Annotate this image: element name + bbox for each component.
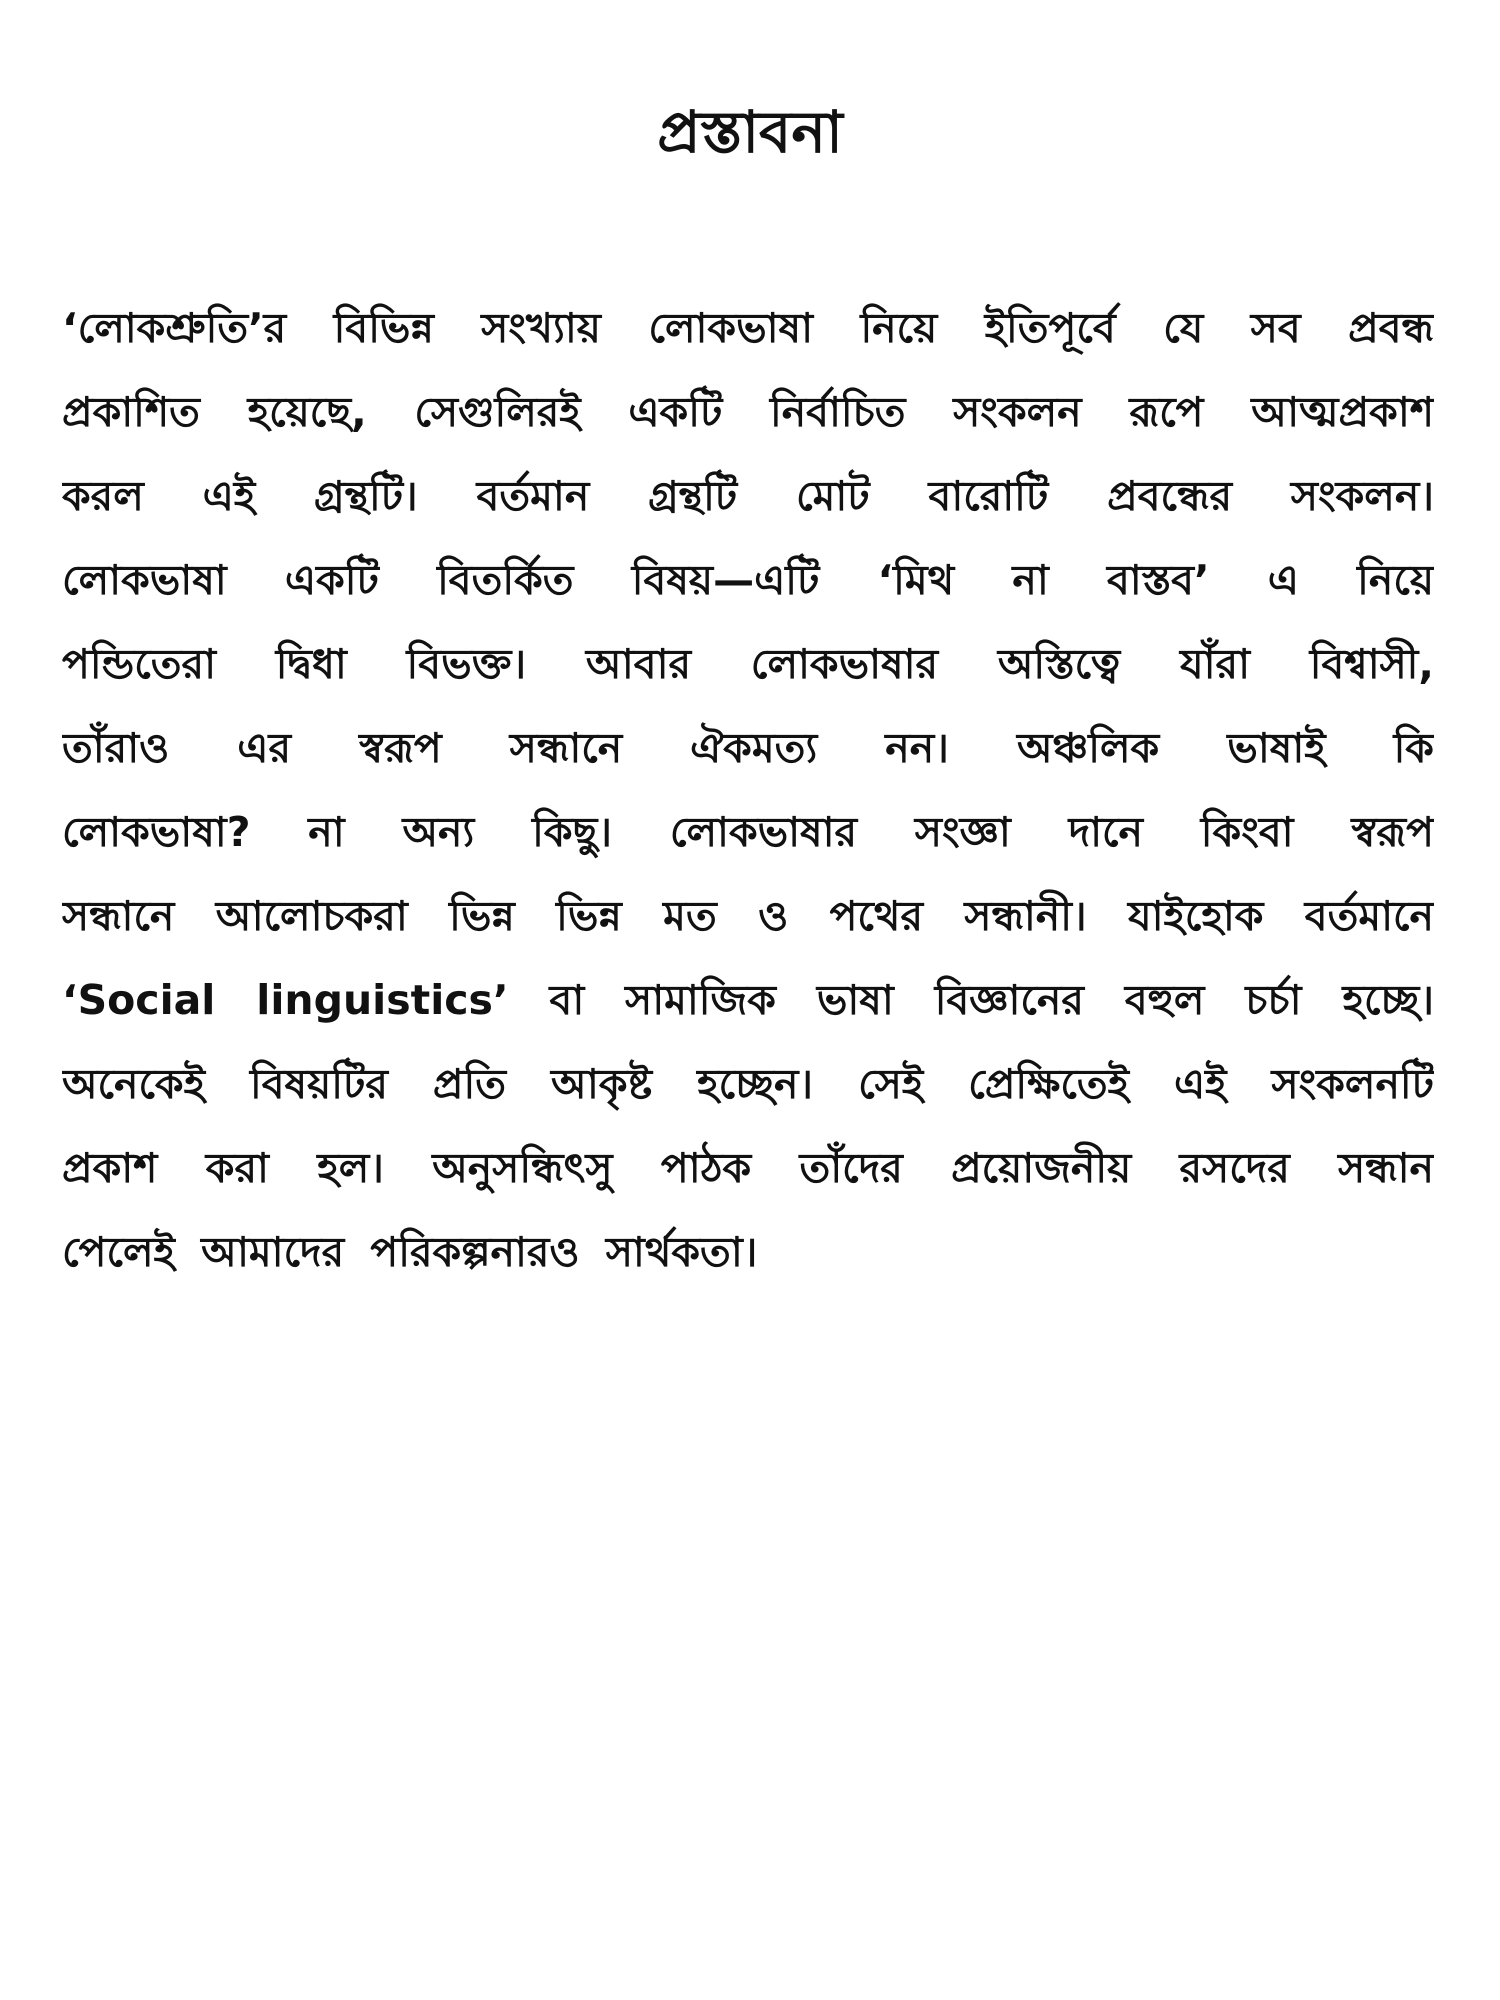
paragraph-line: প্রকাশিত হয়েছে, সেগুলিরই একটি নির্বাচিত সংকলন রূপে আত্মপ্রকাশ <box>62 388 1434 436</box>
paragraph-line: লোকভাষা একটি বিতর্কিত বিষয়—এটি ‘মিথ না বাস্তব’ এ নিয়ে <box>62 556 1434 604</box>
paragraph-line: অনেকেই বিষয়টির প্রতি আকৃষ্ট হচ্ছেন। সেই প্রেক্ষিতেই এই সংকলনটি <box>62 1060 1434 1108</box>
paragraph-line: তাঁরাও এর স্বরূপ সন্ধানে ঐকমত্য নন। অঞ্চলিক ভাষাই কি <box>62 724 1434 772</box>
paragraph-line: পন্ডিতেরা দ্বিধা বিভক্ত। আবার লোকভাষার অস্তিত্বে যাঁরা বিশ্বাসী, <box>62 640 1434 688</box>
preface-paragraph <box>62 286 1434 1294</box>
page-heading: প্রস্তাবনা <box>657 98 843 166</box>
paragraph-line: ‘লোকশ্রুতি’র বিভিন্ন সংখ্যায় লোকভাষা নিয়ে ইতিপূর্বে যে সব প্রবন্ধ <box>62 304 1434 352</box>
paragraph-line: পেলেই আমাদের পরিকল্পনারও সার্থকতা। <box>62 1228 758 1276</box>
paragraph-line: সন্ধানে আলোচকরা ভিন্ন ভিন্ন মত ও পথের সন্ধানী। যাইহোক বর্তমানে <box>62 892 1434 940</box>
paragraph-line: করল এই গ্রন্থটি। বর্তমান গ্রন্থটি মোট বারোটি প্রবন্ধের সংকলন। <box>62 472 1434 520</box>
paragraph-line: লোকভাষা? না অন্য কিছু। লোকভাষার সংজ্ঞা দানে কিংবা স্বরূপ <box>62 808 1434 856</box>
paragraph-line: প্রকাশ করা হল। অনুসন্ধিৎসু পাঠক তাঁদের প্রয়োজনীয় রসদের সন্ধান <box>62 1144 1434 1192</box>
paragraph-line: ‘Social linguistics’ বা সামাজিক ভাষা বিজ্ঞানের বহুল চর্চা হচ্ছে। <box>62 976 1434 1024</box>
